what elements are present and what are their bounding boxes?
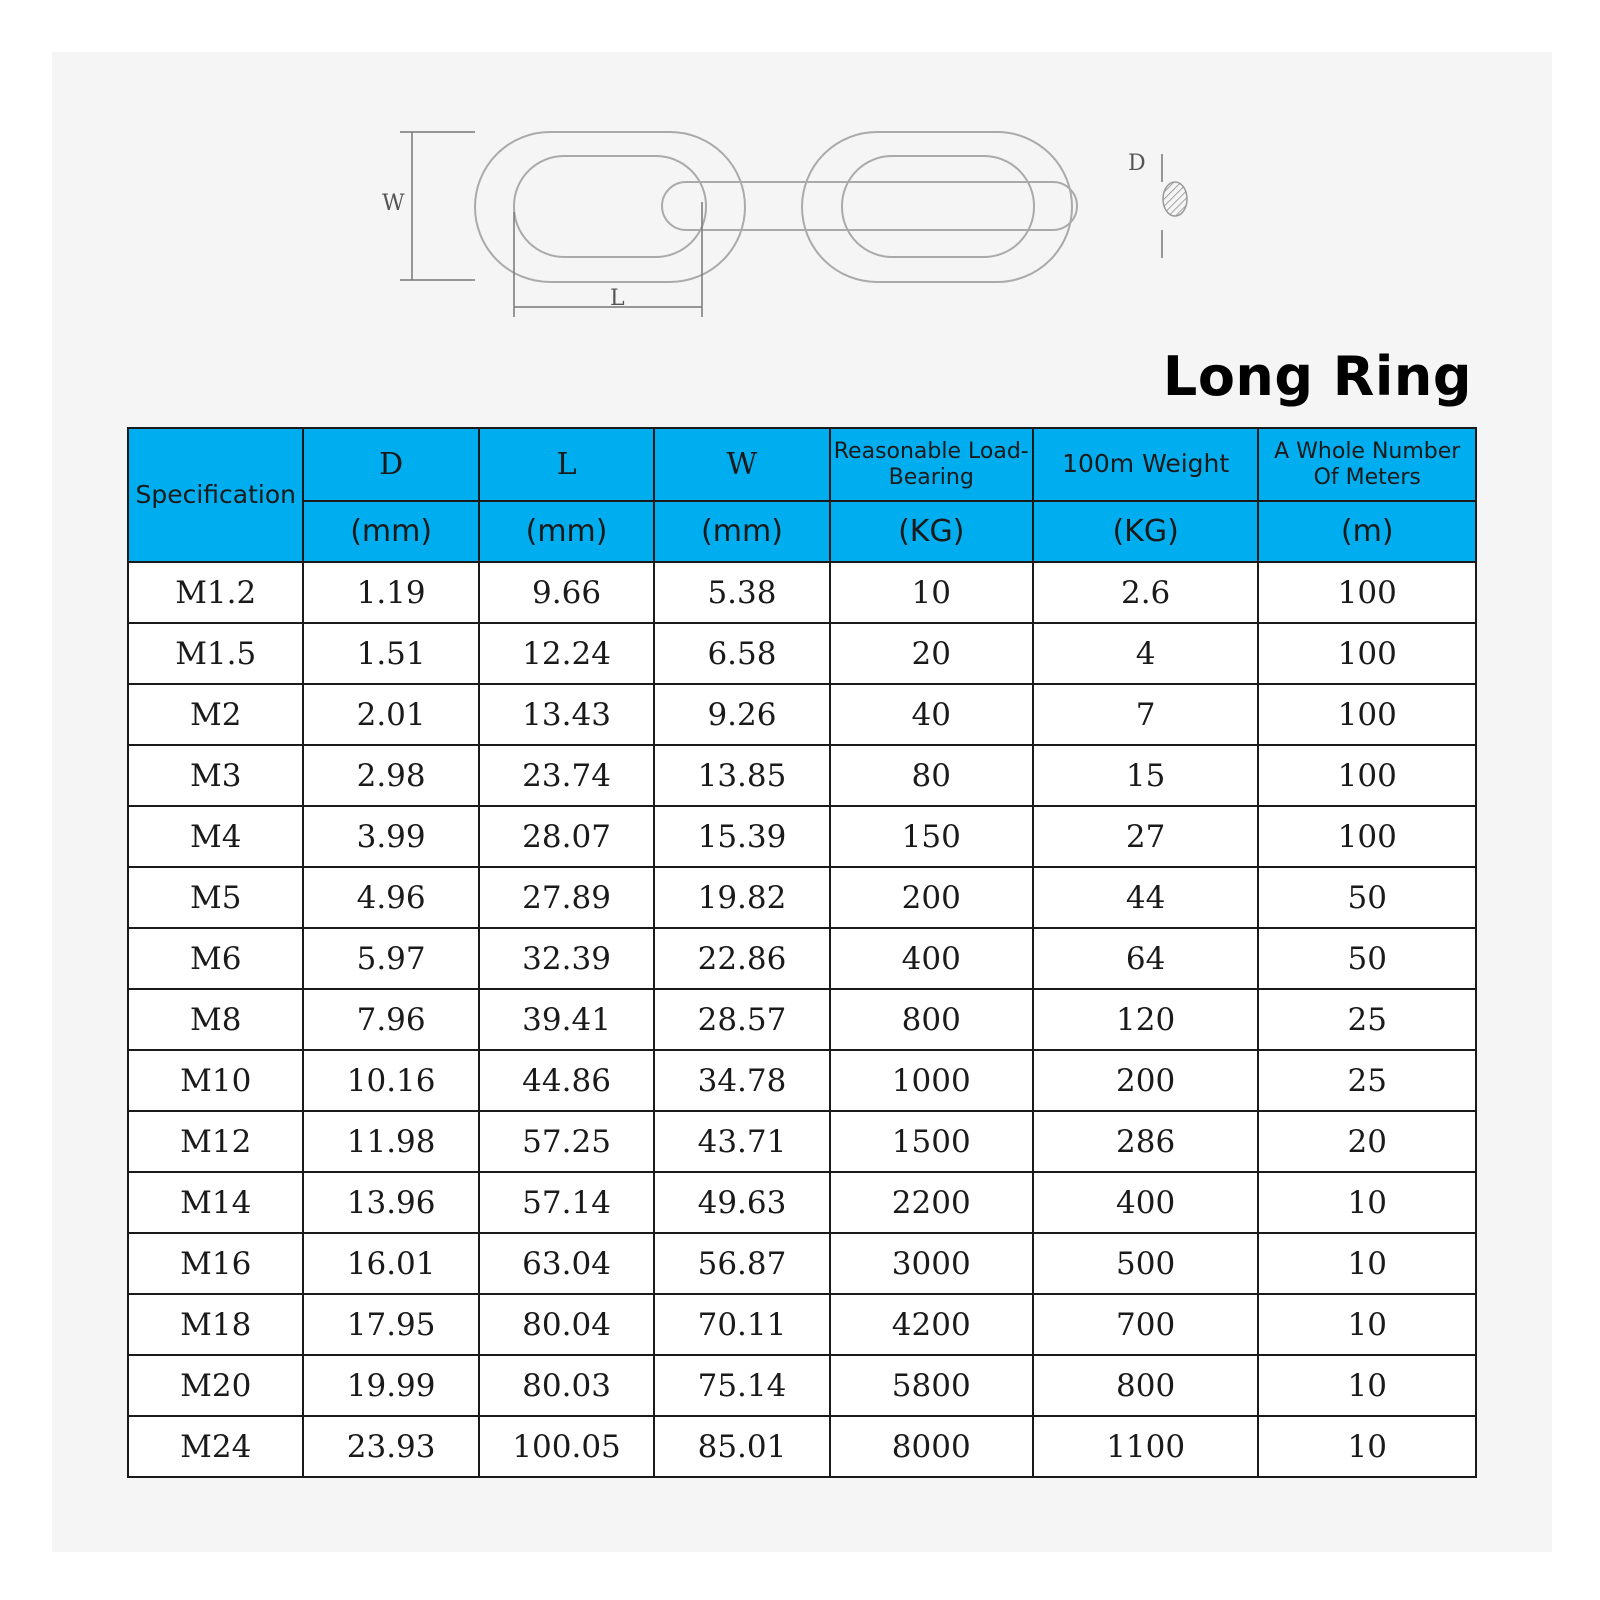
dimension-label-d: D	[1128, 151, 1146, 176]
cell-100m-weight: 700	[1033, 1294, 1259, 1355]
cell-specification: M1.2	[128, 562, 303, 623]
cell-whole-meters: 100	[1258, 562, 1476, 623]
cell-l: 12.24	[479, 623, 654, 684]
cell-load-bearing: 4200	[830, 1294, 1033, 1355]
cell-l: 44.86	[479, 1050, 654, 1111]
cell-100m-weight: 7	[1033, 684, 1259, 745]
unit-whole-meters: (m)	[1258, 501, 1476, 562]
table-row	[128, 867, 1476, 928]
cell-w: 19.82	[654, 867, 829, 928]
table-row	[128, 1233, 1476, 1294]
table-row	[128, 745, 1476, 806]
cell-w: 43.71	[654, 1111, 829, 1172]
unit-l: (mm)	[479, 501, 654, 562]
unit-d: (mm)	[303, 501, 478, 562]
header-l: L	[479, 428, 654, 501]
cell-whole-meters: 25	[1258, 989, 1476, 1050]
dimension-label-l: L	[610, 286, 625, 311]
cell-load-bearing: 8000	[830, 1416, 1033, 1477]
cell-w: 15.39	[654, 806, 829, 867]
header-specification: Specification	[128, 428, 303, 562]
cell-l: 80.03	[479, 1355, 654, 1416]
dimension-label-w: W	[382, 191, 405, 216]
cell-specification: M5	[128, 867, 303, 928]
chain-link-right-inner	[842, 156, 1034, 257]
cell-w: 5.38	[654, 562, 829, 623]
cell-l: 23.74	[479, 745, 654, 806]
cell-load-bearing: 5800	[830, 1355, 1033, 1416]
cell-d: 5.97	[303, 928, 478, 989]
header-d: D	[303, 428, 478, 501]
table-body	[128, 562, 1476, 1477]
cell-100m-weight: 44	[1033, 867, 1259, 928]
cell-whole-meters: 100	[1258, 623, 1476, 684]
cell-100m-weight: 200	[1033, 1050, 1259, 1111]
cell-specification: M6	[128, 928, 303, 989]
chain-link-diagram	[52, 52, 1552, 352]
cell-100m-weight: 1100	[1033, 1416, 1259, 1477]
cell-w: 56.87	[654, 1233, 829, 1294]
cell-whole-meters: 100	[1258, 806, 1476, 867]
cell-load-bearing: 1000	[830, 1050, 1033, 1111]
table-row	[128, 1050, 1476, 1111]
spec-sheet-panel	[52, 52, 1552, 1552]
cell-100m-weight: 27	[1033, 806, 1259, 867]
table-row	[128, 684, 1476, 745]
table-row	[128, 623, 1476, 684]
unit-w: (mm)	[654, 501, 829, 562]
cell-l: 27.89	[479, 867, 654, 928]
cell-100m-weight: 500	[1033, 1233, 1259, 1294]
unit-load-bearing: (KG)	[830, 501, 1033, 562]
table-row	[128, 806, 1476, 867]
cell-w: 6.58	[654, 623, 829, 684]
cell-specification: M14	[128, 1172, 303, 1233]
cell-load-bearing: 3000	[830, 1233, 1033, 1294]
cell-w: 9.26	[654, 684, 829, 745]
table-row	[128, 1111, 1476, 1172]
cell-100m-weight: 15	[1033, 745, 1259, 806]
cell-whole-meters: 50	[1258, 867, 1476, 928]
cell-load-bearing: 2200	[830, 1172, 1033, 1233]
table-row	[128, 1355, 1476, 1416]
table-row	[128, 1172, 1476, 1233]
page-title: Long Ring	[1162, 345, 1472, 408]
unit-100m-weight: (KG)	[1033, 501, 1259, 562]
cell-d: 4.96	[303, 867, 478, 928]
cell-l: 39.41	[479, 989, 654, 1050]
chain-link-left-outer	[475, 132, 745, 282]
cell-l: 80.04	[479, 1294, 654, 1355]
cell-d: 13.96	[303, 1172, 478, 1233]
cell-whole-meters: 50	[1258, 928, 1476, 989]
cell-d: 3.99	[303, 806, 478, 867]
cell-l: 57.25	[479, 1111, 654, 1172]
cell-100m-weight: 2.6	[1033, 562, 1259, 623]
cell-specification: M1.5	[128, 623, 303, 684]
cell-w: 28.57	[654, 989, 829, 1050]
rod-cross-section	[1163, 182, 1187, 216]
cell-d: 23.93	[303, 1416, 478, 1477]
header-whole-meters: A Whole Number Of Meters	[1258, 428, 1476, 501]
cell-specification: M12	[128, 1111, 303, 1172]
cell-d: 10.16	[303, 1050, 478, 1111]
cell-w: 22.86	[654, 928, 829, 989]
cell-whole-meters: 10	[1258, 1416, 1476, 1477]
table-row	[128, 928, 1476, 989]
cell-w: 85.01	[654, 1416, 829, 1477]
cell-100m-weight: 4	[1033, 623, 1259, 684]
cell-100m-weight: 800	[1033, 1355, 1259, 1416]
cell-specification: M16	[128, 1233, 303, 1294]
cell-d: 2.01	[303, 684, 478, 745]
table-row	[128, 1416, 1476, 1477]
cell-load-bearing: 400	[830, 928, 1033, 989]
cell-specification: M8	[128, 989, 303, 1050]
cell-d: 11.98	[303, 1111, 478, 1172]
chain-connector-link	[662, 182, 1077, 230]
cell-d: 1.19	[303, 562, 478, 623]
cell-specification: M24	[128, 1416, 303, 1477]
cell-l: 9.66	[479, 562, 654, 623]
header-w: W	[654, 428, 829, 501]
cell-load-bearing: 200	[830, 867, 1033, 928]
cell-l: 28.07	[479, 806, 654, 867]
cell-100m-weight: 120	[1033, 989, 1259, 1050]
cell-whole-meters: 10	[1258, 1355, 1476, 1416]
cell-100m-weight: 400	[1033, 1172, 1259, 1233]
cell-load-bearing: 1500	[830, 1111, 1033, 1172]
cell-100m-weight: 286	[1033, 1111, 1259, 1172]
cell-w: 34.78	[654, 1050, 829, 1111]
cell-l: 13.43	[479, 684, 654, 745]
header-load-bearing: Reasonable Load-Bearing	[830, 428, 1033, 501]
cell-d: 2.98	[303, 745, 478, 806]
cell-specification: M10	[128, 1050, 303, 1111]
cell-whole-meters: 20	[1258, 1111, 1476, 1172]
cell-w: 75.14	[654, 1355, 829, 1416]
cell-load-bearing: 10	[830, 562, 1033, 623]
cell-load-bearing: 20	[830, 623, 1033, 684]
cell-whole-meters: 10	[1258, 1172, 1476, 1233]
cell-w: 13.85	[654, 745, 829, 806]
table-row	[128, 989, 1476, 1050]
table-row	[128, 562, 1476, 623]
cell-specification: M18	[128, 1294, 303, 1355]
cell-d: 17.95	[303, 1294, 478, 1355]
cell-load-bearing: 800	[830, 989, 1033, 1050]
cell-l: 57.14	[479, 1172, 654, 1233]
cell-whole-meters: 25	[1258, 1050, 1476, 1111]
cell-l: 63.04	[479, 1233, 654, 1294]
cell-100m-weight: 64	[1033, 928, 1259, 989]
cell-w: 49.63	[654, 1172, 829, 1233]
cell-l: 32.39	[479, 928, 654, 989]
cell-d: 16.01	[303, 1233, 478, 1294]
cell-whole-meters: 100	[1258, 745, 1476, 806]
cell-load-bearing: 80	[830, 745, 1033, 806]
cell-whole-meters: 10	[1258, 1233, 1476, 1294]
cell-w: 70.11	[654, 1294, 829, 1355]
cell-load-bearing: 150	[830, 806, 1033, 867]
cell-d: 1.51	[303, 623, 478, 684]
cell-specification: M3	[128, 745, 303, 806]
specification-table	[127, 427, 1477, 1478]
cell-load-bearing: 40	[830, 684, 1033, 745]
cell-d: 7.96	[303, 989, 478, 1050]
cell-whole-meters: 10	[1258, 1294, 1476, 1355]
cell-d: 19.99	[303, 1355, 478, 1416]
cell-specification: M2	[128, 684, 303, 745]
cell-specification: M20	[128, 1355, 303, 1416]
cell-specification: M4	[128, 806, 303, 867]
header-100m-weight: 100m Weight	[1033, 428, 1259, 501]
table-row	[128, 1294, 1476, 1355]
cell-whole-meters: 100	[1258, 684, 1476, 745]
chain-link-left-inner	[514, 156, 706, 257]
cell-l: 100.05	[479, 1416, 654, 1477]
